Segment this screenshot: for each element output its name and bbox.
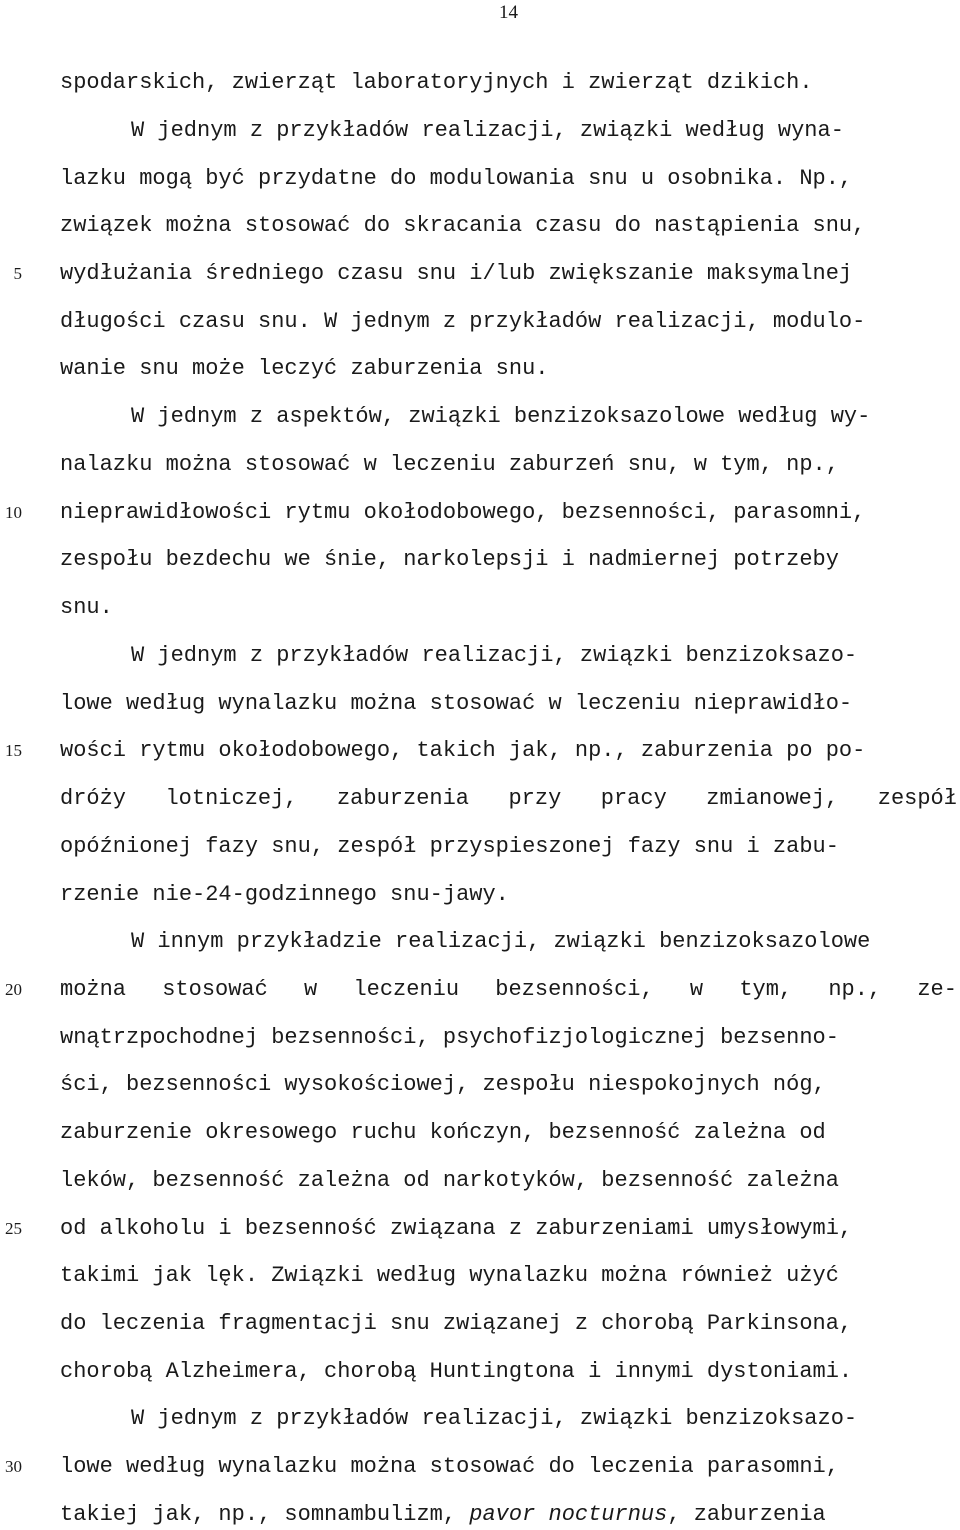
text-line bbox=[60, 975, 957, 1005]
text-line: lowe według wynalazku można stosować w leczeniu nieprawidło- bbox=[60, 691, 853, 716]
text-line: lazku mogą być przydatne do modulowania snu u osobnika. Np., bbox=[60, 166, 853, 191]
text-line: do leczenia fragmentacji snu związanej z chorobą Parkinsona, bbox=[60, 1311, 853, 1336]
text-line: spodarskich, zwierząt laboratoryjnych i zwierząt dzikich. bbox=[60, 70, 813, 95]
text-line: wnątrzpochodnej bezsenności, psychofizjologicznej bezsenno- bbox=[60, 1025, 839, 1050]
line-number: 25 bbox=[5, 1219, 22, 1238]
page-number: 14 bbox=[499, 2, 518, 23]
word: stosować bbox=[162, 977, 268, 1002]
text-line: od alkoholu i bezsenność związana z zaburzeniami umysłowymi, bbox=[60, 1216, 853, 1241]
word: zespół bbox=[877, 786, 957, 811]
text-line: snu. bbox=[60, 595, 113, 620]
text-line: W innym przykładzie realizacji, związki benzizoksazolowe bbox=[131, 929, 871, 954]
word: pracy bbox=[600, 786, 667, 811]
text-line: W jednym z aspektów, związki benzizoksazolowe według wy- bbox=[131, 404, 871, 429]
word: w bbox=[689, 977, 704, 1002]
word: ze- bbox=[917, 977, 957, 1002]
word: dróży bbox=[60, 786, 127, 811]
text-line: związek można stosować do skracania czasu do nastąpienia snu, bbox=[60, 213, 866, 238]
word: np., bbox=[828, 977, 882, 1002]
text-line: chorobą Alzheimera, chorobą Huntingtona i innymi dystoniami. bbox=[60, 1359, 853, 1384]
line-number: 5 bbox=[13, 264, 22, 283]
text-line: nalazku można stosować w leczeniu zaburzeń snu, w tym, np., bbox=[60, 452, 839, 477]
text-line: nieprawidłowości rytmu okołodobowego, bezsenności, parasomni, bbox=[60, 500, 866, 525]
word: zaburzenia bbox=[336, 786, 470, 811]
text-line: rzenie nie-24-godzinnego snu-jawy. bbox=[60, 882, 509, 907]
line-number: 20 bbox=[5, 980, 22, 999]
word: w bbox=[304, 977, 318, 1002]
word: zmianowej, bbox=[706, 786, 839, 811]
text-line: W jednym z przykładów realizacji, związki benzizoksazo- bbox=[131, 1406, 858, 1431]
text-line-last bbox=[60, 1500, 957, 1530]
text-segment: takiej jak, np., somnambulizm, bbox=[60, 1502, 470, 1527]
word: przy bbox=[508, 786, 562, 811]
text-segment: , zaburzenia bbox=[667, 1502, 826, 1527]
text-line: wanie snu może leczyć zaburzenia snu. bbox=[60, 356, 549, 381]
text-line: ści, bezsenności wysokościowej, zespołu niespokojnych nóg, bbox=[60, 1072, 826, 1097]
line-number: 15 bbox=[5, 741, 22, 760]
word: tym, bbox=[739, 977, 793, 1002]
text-line: leków, bezsenność zależna od narkotyków, bezsenność zależna bbox=[60, 1168, 839, 1193]
line-number: 30 bbox=[5, 1457, 22, 1476]
word: bezsenności, bbox=[495, 977, 654, 1002]
text-line: opóźnionej fazy snu, zespół przyspieszonej fazy snu i zabu- bbox=[60, 834, 839, 859]
text-line: W jednym z przykładów realizacji, związki według wyna- bbox=[131, 118, 844, 143]
text-line bbox=[60, 784, 957, 814]
text-line: wości rytmu okołodobowego, takich jak, np., zaburzenia po po- bbox=[60, 738, 866, 763]
italic-term: pavor nocturnus bbox=[469, 1502, 668, 1527]
word: lotniczej, bbox=[165, 786, 298, 811]
word: leczeniu bbox=[353, 977, 460, 1002]
word: można bbox=[60, 977, 127, 1002]
text-line: zespołu bezdechu we śnie, narkolepsji i nadmiernej potrzeby bbox=[60, 547, 839, 572]
text-line: takimi jak lęk. Związki według wynalazku można również użyć bbox=[60, 1263, 839, 1288]
text-line: W jednym z przykładów realizacji, związki benzizoksazo- bbox=[131, 643, 858, 668]
line-number: 10 bbox=[5, 503, 22, 522]
text-line: wydłużania średniego czasu snu i/lub zwiększanie maksymalnej bbox=[60, 261, 853, 286]
text-line: zaburzenie okresowego ruchu kończyn, bezsenność zależna od bbox=[60, 1120, 826, 1145]
text-line: lowe według wynalazku można stosować do leczenia parasomni, bbox=[60, 1454, 839, 1479]
text-line: długości czasu snu. W jednym z przykładów realizacji, modulo- bbox=[60, 309, 866, 334]
